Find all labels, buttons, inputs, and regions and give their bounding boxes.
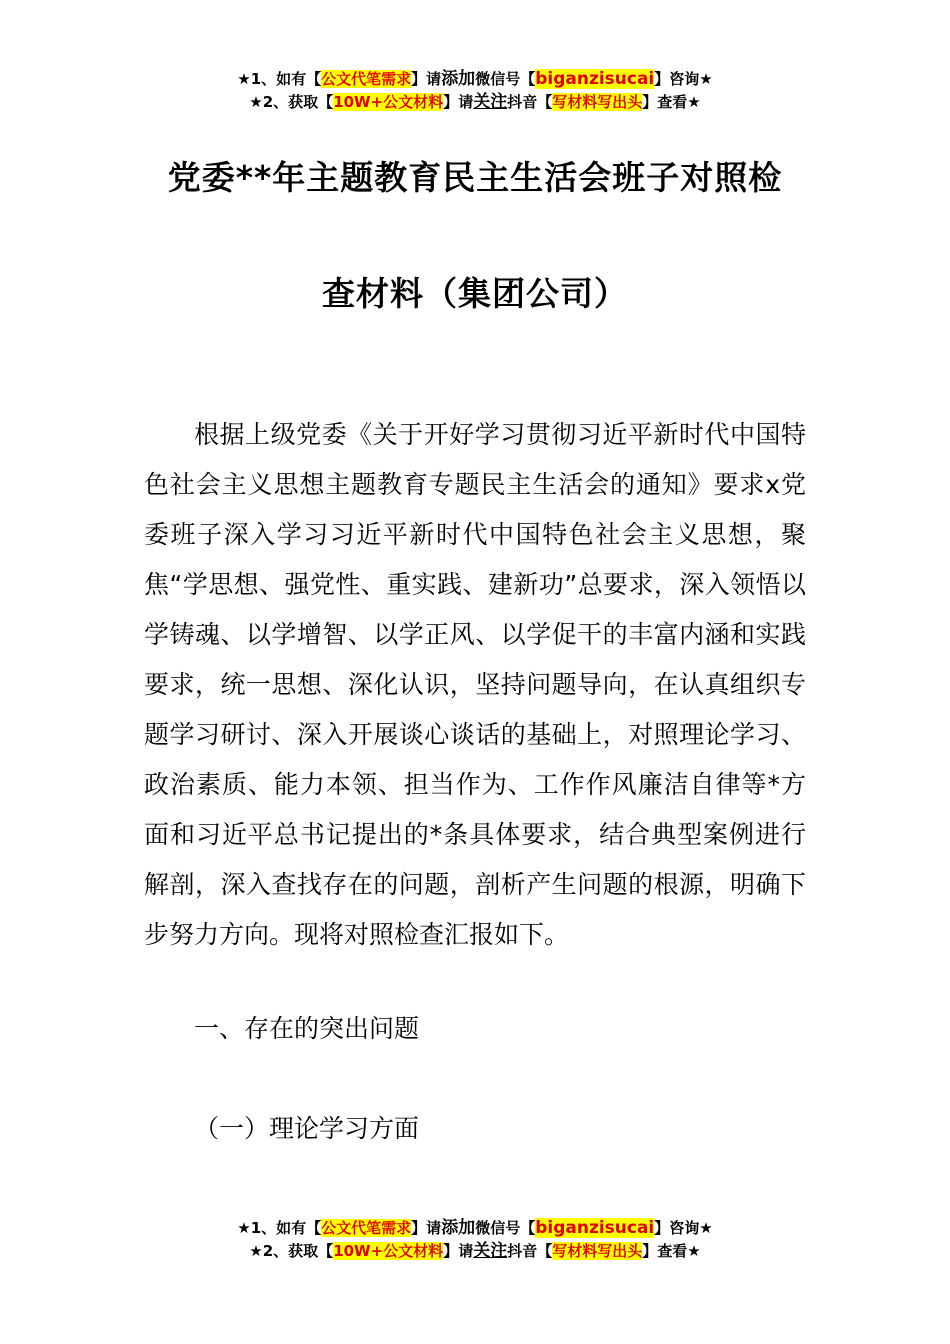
promo-text: 】请: [443, 1242, 474, 1260]
promo-highlight: 写材料写出头: [552, 93, 643, 111]
promo-line-2: [0, 91, 950, 114]
intro-paragraph: 根据上级党委《关于开好学习贯彻习近平新时代中国特色社会主义思想主题教育专题民主生活会的通知》要求x党委班子深入学习习近平新时代中国特色社会主义思想，聚焦“学思想、强党性、重实践、建新功”总要求，深入领悟以学铸魂、以学增智、以学正风、以学促干的丰富内涵和实践要求，统一思想、深化认识，坚持问题导向，在认真组织专题学习研讨、深入开展谈心谈话的基础上，对照理论学习、政治素质、能力本领、担当作为、工作作风廉洁自律等*方面和习近平总书记提出的*条具体要求，结合典型案例进行解剖，深入查找存在的问题，剖析产生问题的根源，明确下步努力方向。现将对照检查汇报如下。: [144, 420, 806, 949]
promo-text: 微信号【: [475, 70, 536, 88]
promo-text: ★1、如有【: [237, 70, 322, 88]
promo-text: 抖音【: [507, 1242, 553, 1260]
promo-text: 抖音【: [507, 93, 553, 111]
promo-highlight: 写材料写出头: [552, 1242, 643, 1260]
promo-text: 添加: [441, 69, 476, 89]
promo-highlight: 10W+公文材料: [333, 93, 444, 111]
promo-line-1: [0, 68, 950, 91]
promo-text: 】请: [411, 1219, 442, 1237]
promo-text: 】查看★: [642, 1242, 701, 1260]
promo-text: ★1、如有【: [237, 1219, 322, 1237]
promo-text: 】请: [411, 70, 442, 88]
promo-text: 】查看★: [642, 93, 701, 111]
promo-text: 】咨询★: [654, 1219, 713, 1237]
promo-wechat-id: biganzisucai: [535, 1218, 655, 1238]
promo-line-1: [0, 1217, 950, 1240]
promo-banner-bottom: [0, 1217, 950, 1263]
section-heading-1: 一、存在的突出问题: [194, 1014, 420, 1043]
promo-highlight: 10W+公文材料: [333, 1242, 444, 1260]
promo-text: ★2、获取【: [249, 1242, 334, 1260]
promo-wechat-id: biganzisucai: [535, 69, 655, 89]
promo-highlight: 公文代笔需求: [321, 70, 412, 88]
promo-text: 关注: [473, 92, 508, 112]
promo-text: ★2、获取【: [249, 93, 334, 111]
promo-text: 】咨询★: [654, 70, 713, 88]
promo-text: 添加: [441, 1218, 476, 1238]
document-title-line-1: 党委**年主题教育民主生活会班子对照检: [167, 158, 783, 197]
subsection-heading-1: （一）理论学习方面: [194, 1114, 420, 1143]
promo-text: 微信号【: [475, 1219, 536, 1237]
promo-line-2: [0, 1240, 950, 1263]
promo-banner-top: [0, 68, 950, 114]
promo-text: 】请: [443, 93, 474, 111]
document-title-line-2: 查材料（集团公司）: [322, 274, 628, 313]
promo-highlight: 公文代笔需求: [321, 1219, 412, 1237]
promo-text: 关注: [473, 1241, 508, 1261]
